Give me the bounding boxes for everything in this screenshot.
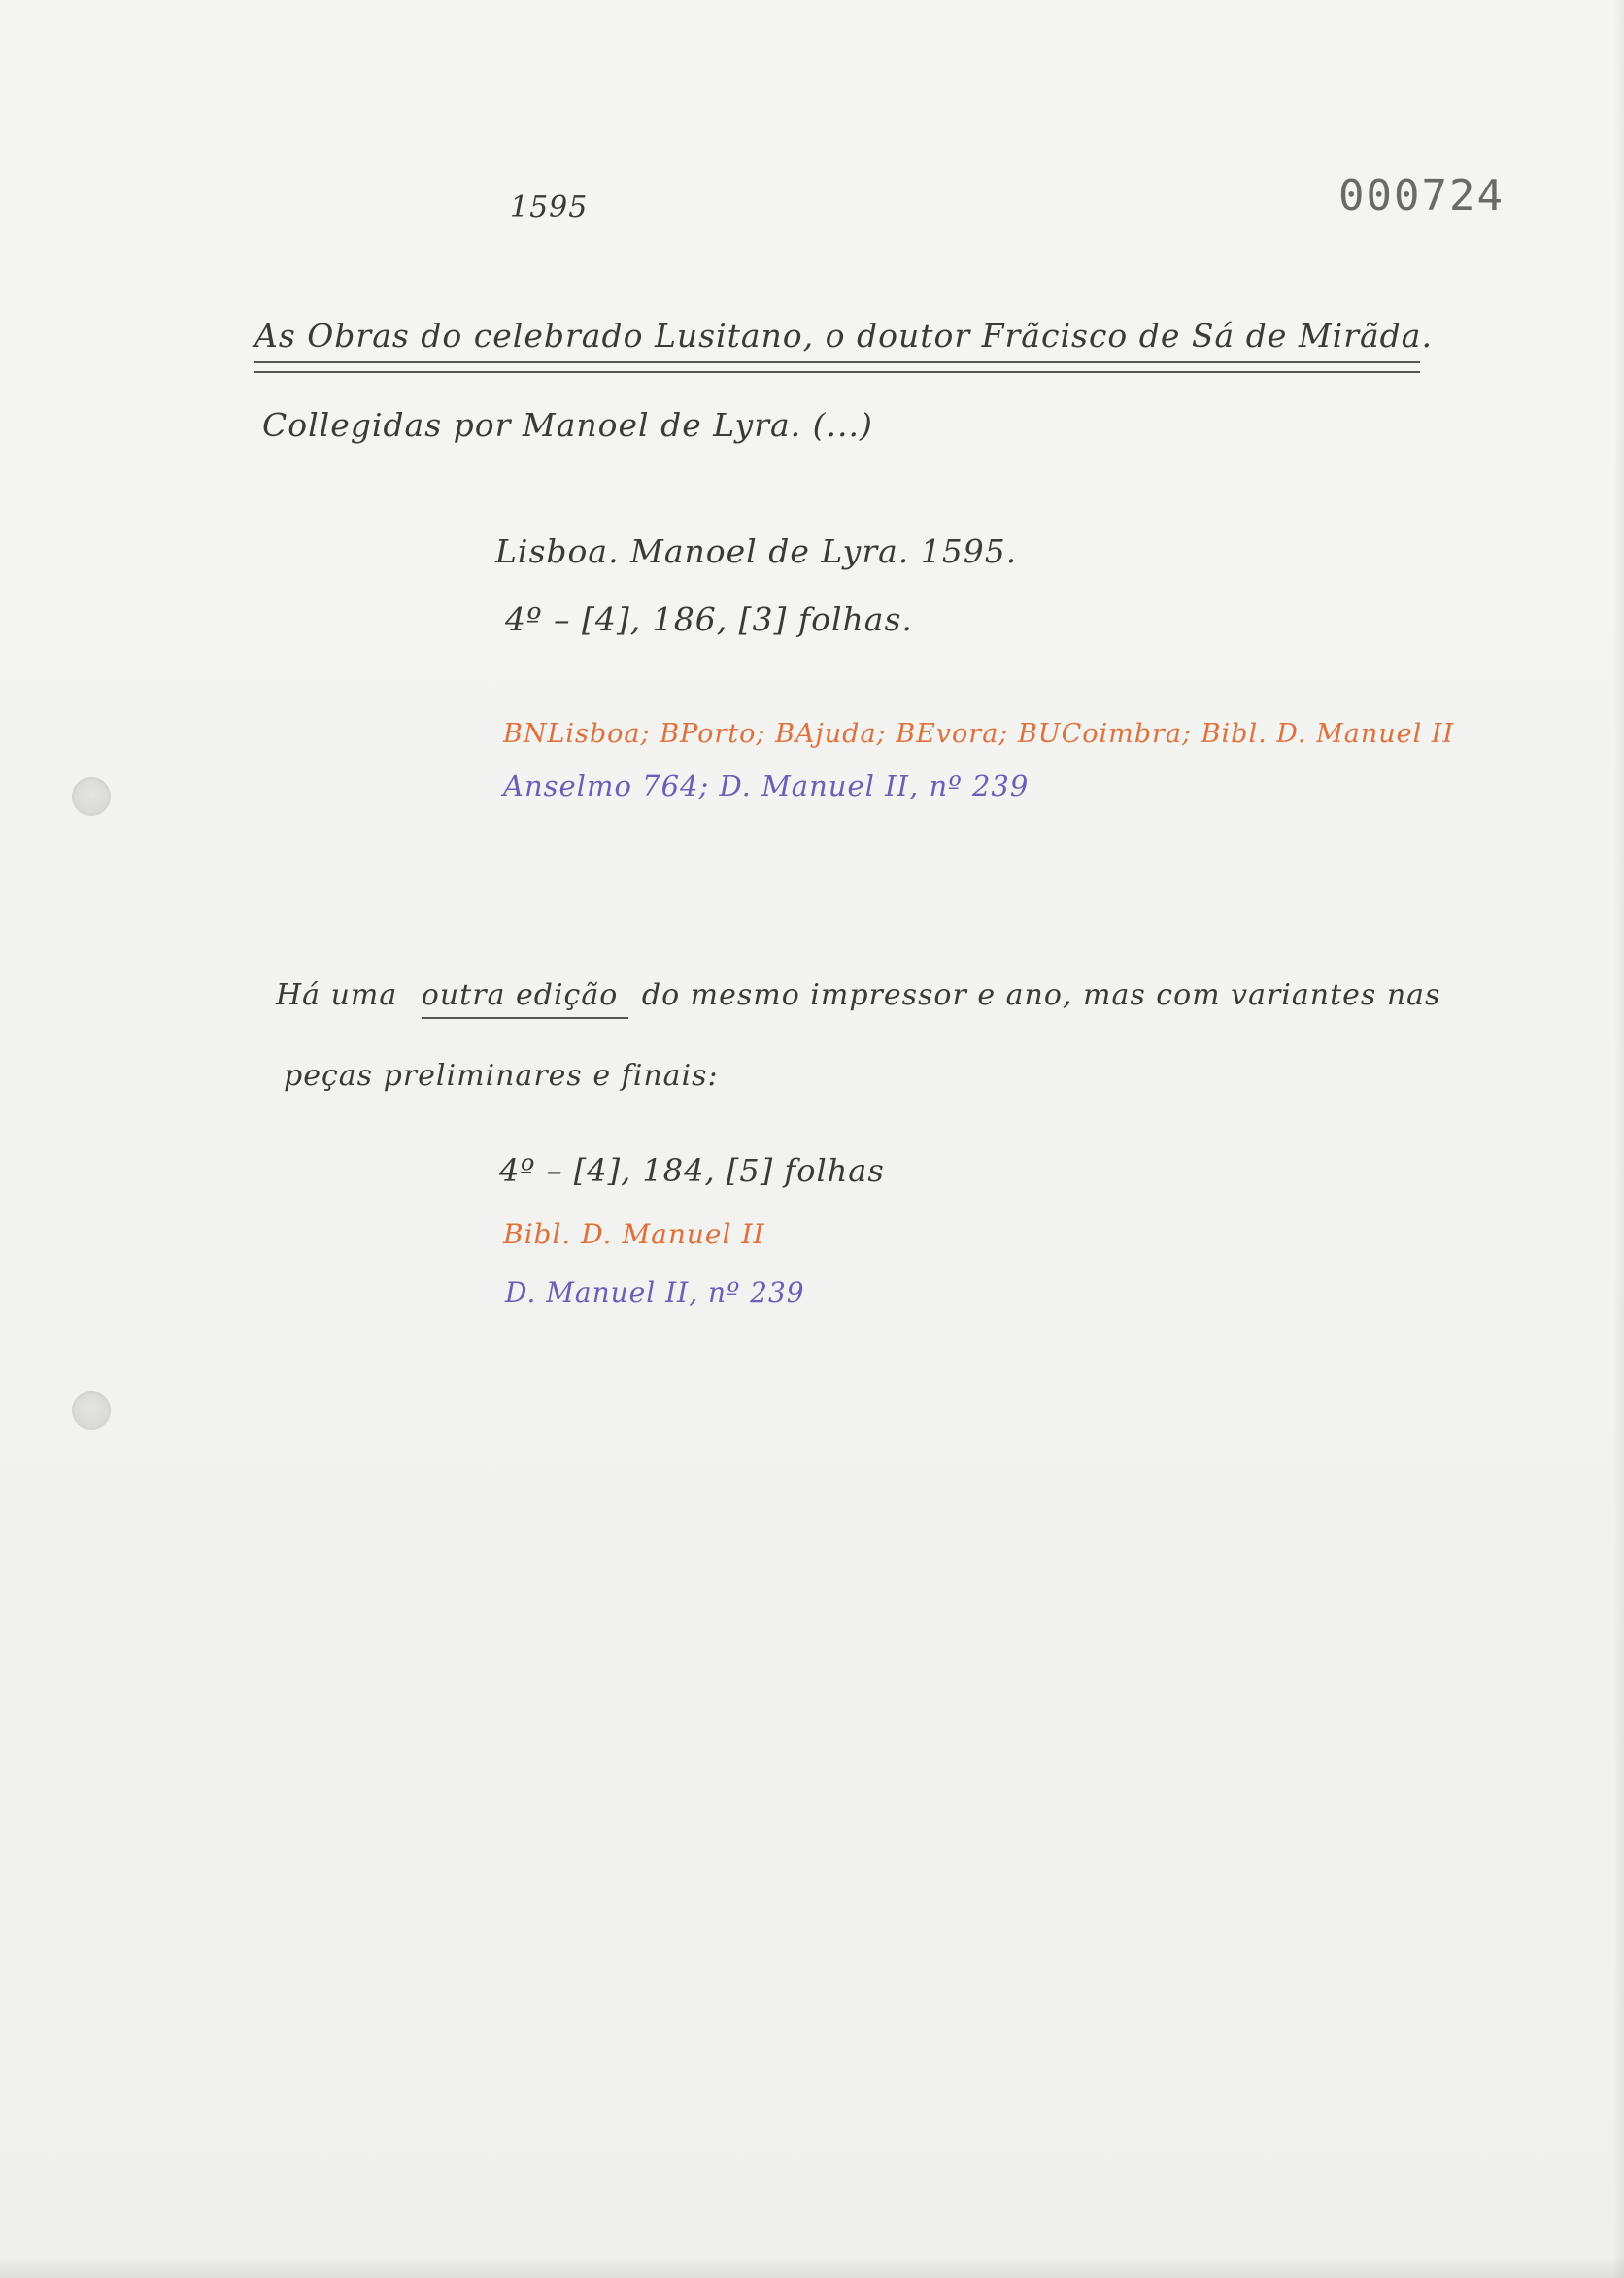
entry-references: Anselmo 764; D. Manuel II, nº 239	[503, 769, 1030, 802]
page-edge-shadow	[1614, 0, 1624, 2278]
note-underlined-text: outra edição	[421, 978, 619, 1012]
entry-subtitle: Collegidas por Manoel de Lyra. (...)	[262, 406, 873, 444]
note-underline	[422, 1017, 628, 1019]
note-line-1	[276, 978, 1440, 1012]
entry-collation: 4º – [4], 186, [3] folhas.	[505, 600, 913, 638]
entry-imprint: Lisboa. Manoel de Lyra. 1595.	[495, 532, 1018, 570]
note-references: D. Manuel II, nº 239	[505, 1276, 805, 1309]
note-line-2: peças preliminares e finais:	[284, 1059, 719, 1093]
note-collation: 4º – [4], 184, [5] folhas	[499, 1152, 885, 1189]
punch-hole-bottom	[72, 1391, 111, 1430]
year-heading: 1595	[510, 190, 589, 224]
note-underlined-phrase	[422, 978, 628, 1012]
record-number-stamp: 000724	[1338, 171, 1505, 221]
note-line-1-end: do mesmo impressor e ano, mas com variantes nas	[641, 978, 1441, 1012]
title-double-underline	[254, 361, 1420, 373]
entry-holdings: BNLisboa; BPorto; BAjuda; BEvora; BUCoimbra; Bibl. D. Manuel II	[503, 719, 1455, 749]
punch-hole-top	[72, 777, 111, 816]
note-holdings: Bibl. D. Manuel II	[503, 1218, 765, 1250]
entry-title: As Obras do celebrado Lusitano, o doutor Frãcisco de Sá de Mirãda.	[254, 317, 1433, 355]
page-bottom-shadow	[0, 2257, 1624, 2278]
note-line-1-start: Há uma	[276, 978, 398, 1012]
